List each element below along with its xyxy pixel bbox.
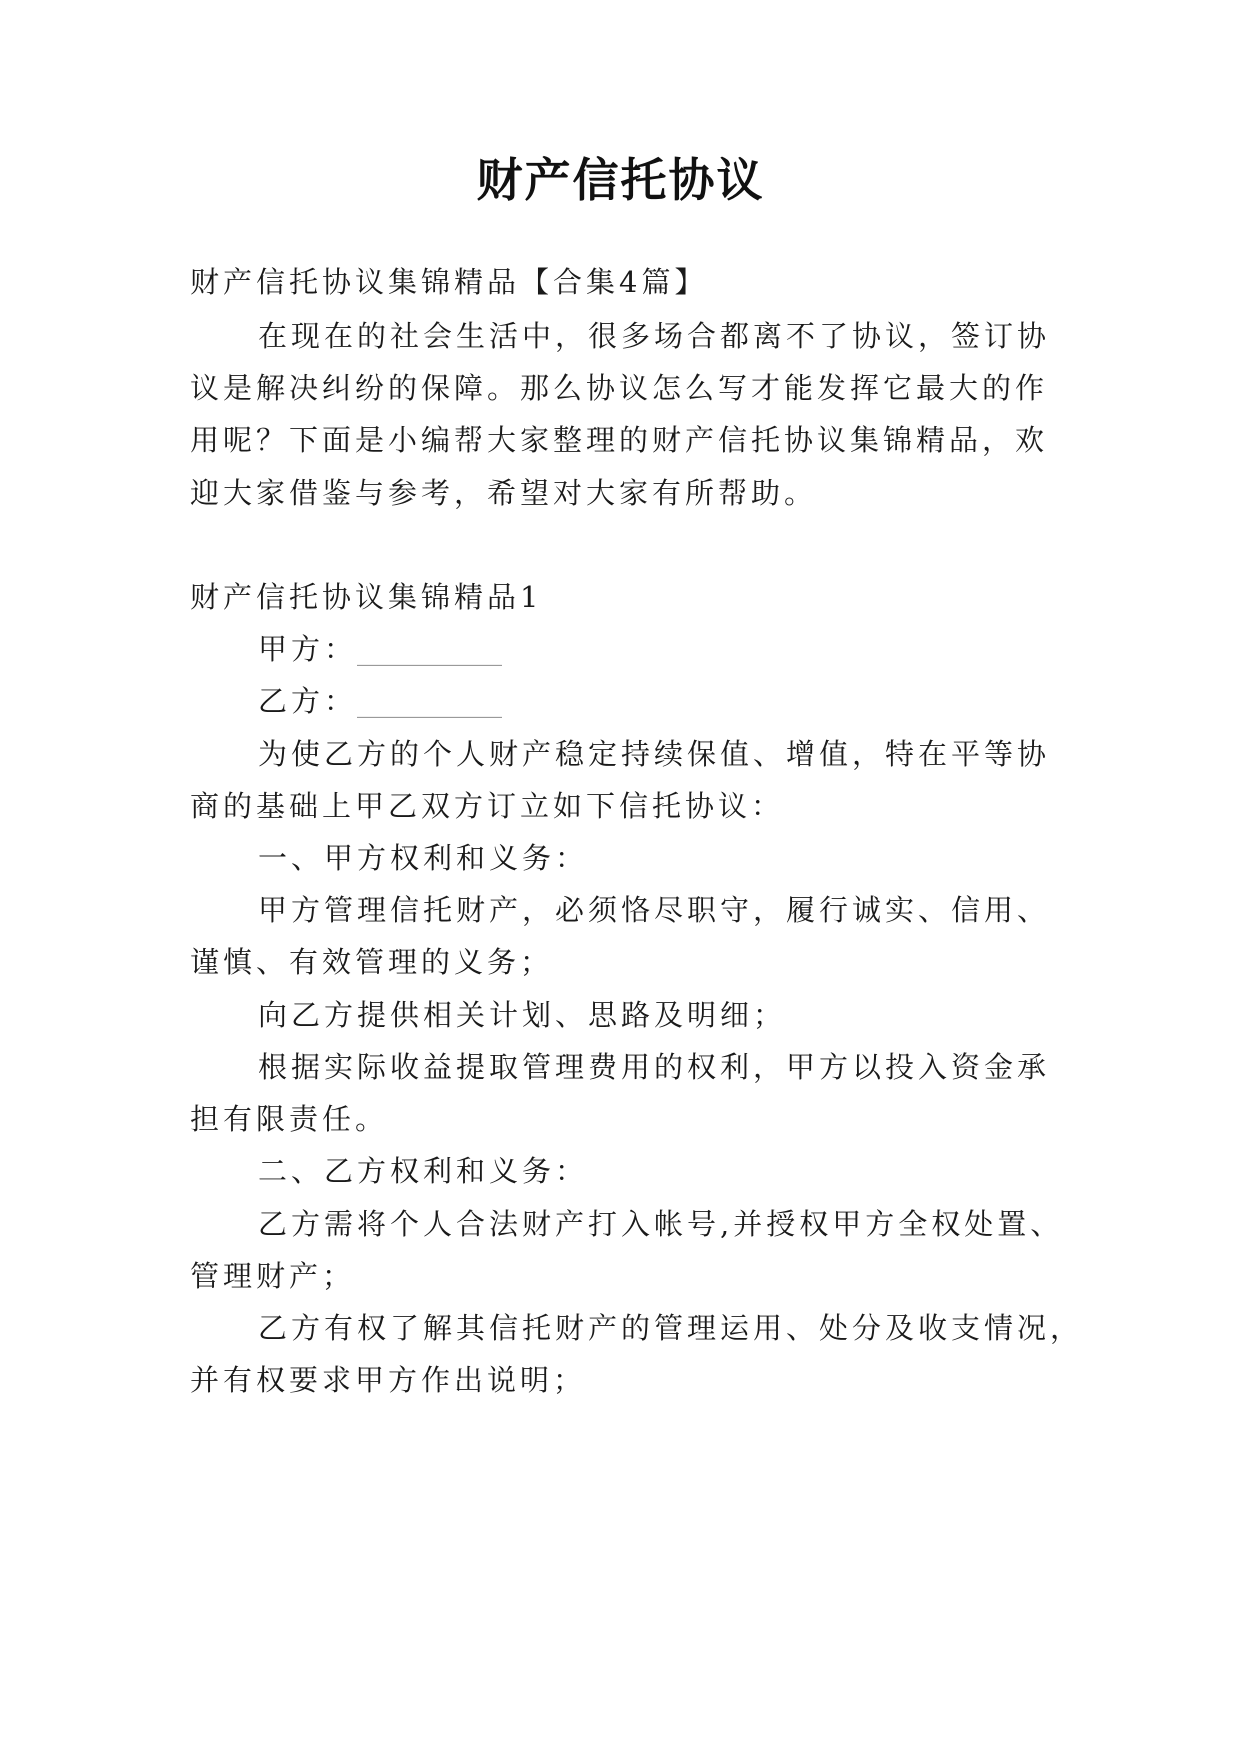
- body-line: 根据实际收益提取管理费用的权利，甲方以投入资金承: [258, 1050, 1051, 1084]
- document-subtitle: 财产信托协议集锦精品【合集4篇】: [190, 265, 708, 299]
- body-line: 谨慎、有效管理的义务；: [190, 945, 554, 979]
- intro-line: 用呢？下面是小编帮大家整理的财产信托协议集锦精品，欢: [190, 423, 1049, 457]
- body-line: 乙方需将个人合法财产打入帐号,并授权甲方全权处置、: [258, 1207, 1064, 1241]
- body-line: 商的基础上甲乙双方订立如下信托协议：: [190, 789, 785, 823]
- intro-line: 议是解决纠纷的保障。那么协议怎么写才能发挥它最大的作: [190, 371, 1049, 405]
- body-line: 管理财产；: [190, 1259, 356, 1293]
- body-line: 为使乙方的个人财产稳定持续保值、增值，特在平等协: [258, 737, 1051, 771]
- party-b-blank: __________: [357, 684, 503, 718]
- clause-heading: 一、甲方权利和义务：: [258, 841, 589, 875]
- body-line: 乙方有权了解其信托财产的管理运用、处分及收支情况，: [258, 1311, 1084, 1345]
- document-title: 财产信托协议: [476, 153, 765, 207]
- party-b-line: [258, 681, 502, 721]
- intro-line: 迎大家借鉴与参考，希望对大家有所帮助。: [190, 476, 818, 510]
- body-line: 并有权要求甲方作出说明；: [190, 1363, 587, 1397]
- intro-line: 在现在的社会生活中，很多场合都离不了协议，签订协: [258, 319, 1051, 353]
- party-a-label: 甲方：: [258, 632, 358, 666]
- body-line: 甲方管理信托财产，必须恪尽职守，履行诚实、信用、: [258, 893, 1051, 927]
- party-a-line: [258, 629, 502, 669]
- body-line: 向乙方提供相关计划、思路及明细；: [258, 998, 787, 1032]
- clause-heading: 二、乙方权利和义务：: [258, 1154, 589, 1188]
- body-line: 担有限责任。: [190, 1102, 389, 1136]
- party-b-label: 乙方：: [258, 684, 358, 718]
- section-heading: 财产信托协议集锦精品1: [190, 580, 543, 614]
- party-a-blank: __________: [357, 632, 503, 666]
